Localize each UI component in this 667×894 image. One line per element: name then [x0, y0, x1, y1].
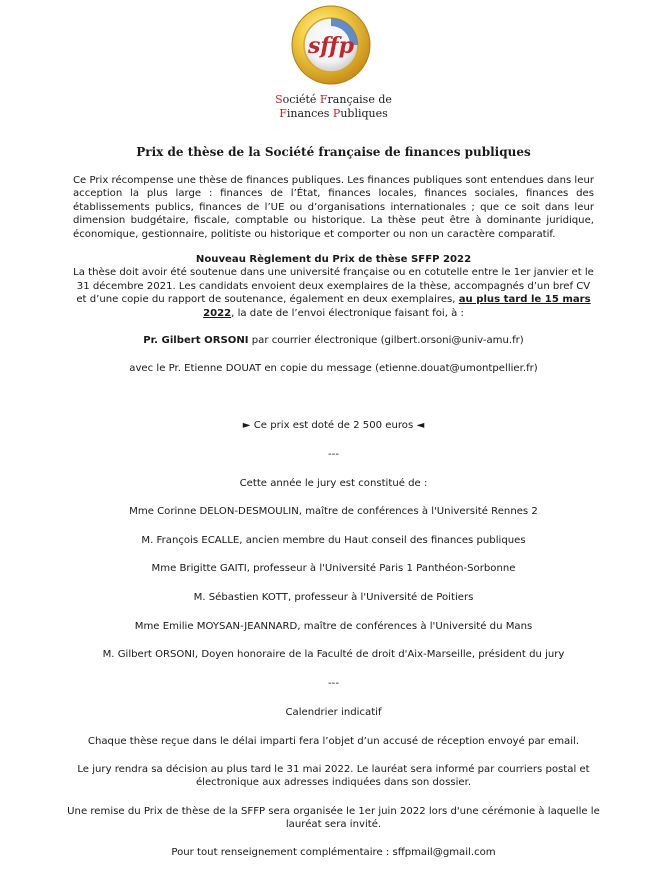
separator: ---	[328, 678, 339, 689]
jury-member: M. François ECALLE, ancien membre du Haut conseil des finances publiques	[141, 535, 526, 546]
sffp-logo	[290, 4, 372, 86]
intro-paragraph: Ce Prix récompense une thèse de finances publiques. Les finances publiques sont entendues dans leur acception la plus large : finances de l’État, finances locales, finances sociales, finances des établissements publics, finances de l’UE ou d’organisations internationales ; que ce soit dans leur dimension budgétaire, fiscale, comptable ou historique. La thèse peut être à dominante juridique, économique, gestionnaire, politiste ou historique et comporter ou non un caractère comparatif.	[73, 175, 594, 240]
recipient-douat: avec le Pr. Etienne DOUAT en copie du message (etienne.douat@umontpellier.fr)	[129, 363, 538, 374]
jury-member: Mme Brigitte GAITI, professeur à l'Université Paris 1 Panthéon-Sorbonne	[151, 563, 516, 574]
calendar-item: Le jury rendra sa décision au plus tard le 31 mai 2022. Le lauréat sera informé par courriers postal et électronique aux adresses indiquées dans son dossier.	[77, 764, 590, 789]
rules-paragraph: La thèse doit avoir été soutenue dans une université française ou en cotutelle entre le 1er janvier et le 31 décembre 2021. Les candidats envoient deux exemplaires de la thèse, accompagnés d’un bref CV et d’une copie du rapport de soutenance, également en deux exemplaires, au plus tard le 15 mars 2022, la date de l’envoi électronique faisant foi, à :	[73, 267, 594, 319]
calendar-heading: Calendrier indicatif	[285, 707, 382, 718]
jury-intro: Cette année le jury est constitué de :	[239, 478, 428, 489]
jury-member: M. Sébastien KOTT, professeur à l'Université de Poitiers	[193, 592, 474, 603]
jury-member: M. Gilbert ORSONI, Doyen honoraire de la Faculté de droit d'Aix-Marseille, président du jury	[102, 649, 565, 660]
prize-amount: ► Ce prix est doté de 2 500 euros ◄	[242, 420, 425, 431]
org-name-line2: Finances Publiques	[279, 107, 388, 120]
rules-section	[73, 253, 594, 320]
calendar-item: Chaque thèse reçue dans le délai imparti fera l’objet d’un accusé de réception envoyé par email.	[87, 736, 580, 747]
deadline: au plus tard le 15 mars 2022	[203, 294, 591, 319]
separator: ---	[328, 449, 339, 460]
calendar-item: Une remise du Prix de thèse de la SFFP sera organisée le 1er juin 2022 lors d'une cérémonie à laquelle le lauréat sera invité.	[67, 806, 600, 831]
logo-text: sffp	[308, 33, 354, 59]
jury-member: Mme Corinne DELON-DESMOULIN, maître de conférences à l'Université Rennes 2	[129, 506, 538, 517]
recipient-orsoni: Pr. Gilbert ORSONI par courrier électronique (gilbert.orsoni@univ-amu.fr)	[143, 335, 524, 346]
page-title: Prix de thèse de la Société française de finances publiques	[136, 145, 531, 159]
rules-heading: Nouveau Règlement du Prix de thèse SFFP 2022	[195, 254, 472, 265]
jury-member: Mme Emilie MOYSAN-JEANNARD, maître de conférences à l'Université du Mans	[134, 621, 533, 632]
org-name-line1: Société Française de	[275, 93, 392, 106]
contact-line: Pour tout renseignement complémentaire : sffpmail@gmail.com	[171, 847, 496, 858]
